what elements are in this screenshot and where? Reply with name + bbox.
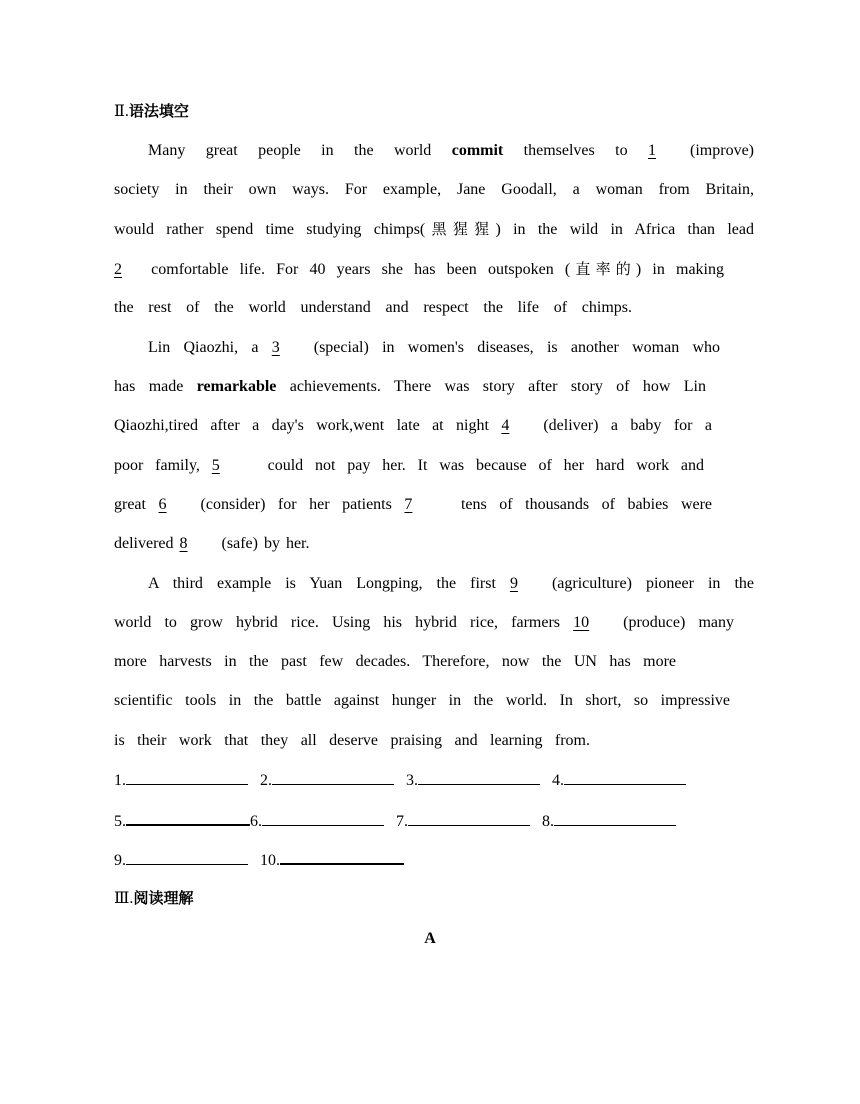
answer-row-2 (114, 810, 676, 832)
para3-line5: is their work that they all deserve praising and learning from. (114, 732, 590, 749)
para2-line5: great 6 (consider) for her patients 7 tens of thousands of babies were (114, 496, 713, 513)
answer-7[interactable]: 7. (396, 811, 530, 832)
para2-line1: Lin Qiaozhi, a 3 (special) in women's diseases, is another woman who (148, 339, 721, 356)
blank-8[interactable]: 8 (179, 535, 188, 552)
blank-9[interactable]: 9 (509, 575, 518, 592)
section-3-title: 阅读理解 (133, 889, 194, 907)
bold-commit: commit (451, 142, 504, 159)
para2-line6: delivered 8 (safe) by her. (114, 535, 310, 552)
blank-4[interactable]: 4 (501, 417, 510, 434)
section-3-numeral: Ⅲ. (114, 890, 134, 907)
answer-1[interactable]: 1. (114, 770, 248, 791)
para3-line3: more harvests in the past few decades. Therefore, now the UN has more (114, 653, 676, 670)
answer-row-3 (114, 849, 404, 871)
para1-line2: society in their own ways. For example, Jane Goodall, a woman from Britain, (114, 181, 754, 198)
para3-line2: world to grow hybrid rice. Using his hybrid rice, farmers 10 (produce) many (114, 614, 734, 631)
answer-4[interactable]: 4. (552, 770, 686, 791)
blank-10[interactable]: 10 (573, 614, 590, 631)
answer-2[interactable]: 2. (260, 770, 394, 791)
para1-line1: Many great people in the world commit themselves to 1 (improve) (148, 142, 754, 159)
section-3-heading (114, 888, 193, 909)
answer-6[interactable]: 6. (250, 811, 384, 832)
answer-10[interactable]: 10. (260, 849, 404, 871)
para2-line2: has made remarkable achievements. There was story after story of how Lin (114, 378, 706, 395)
para2-line3: Qiaozhi,tired after a day's work,went late at night 4 (deliver) a baby for a (114, 417, 712, 434)
para2-line4: poor family, 5 could not pay her. It was because of her hard work and (114, 457, 705, 474)
answer-3[interactable]: 3. (406, 770, 540, 791)
section-2-title: 语法填空 (128, 102, 189, 120)
bold-remarkable: remarkable (196, 378, 277, 395)
blank-5[interactable]: 5 (211, 457, 220, 474)
para1-line5: the rest of the world understand and respect the life of chimps. (114, 299, 632, 316)
para1-line4: 2 comfortable life. For 40 years she has been outspoken (直率的) in making (114, 260, 725, 278)
answer-9[interactable]: 9. (114, 850, 248, 871)
blank-2[interactable]: 2 (114, 261, 122, 278)
answer-8[interactable]: 8. (542, 811, 676, 832)
answer-row-1 (114, 770, 686, 791)
answer-5[interactable]: 5. (114, 810, 250, 832)
section-2-heading (114, 101, 189, 122)
blank-1[interactable]: 1 (648, 142, 657, 159)
blank-3[interactable]: 3 (271, 339, 280, 356)
para1-line3: would rather spend time studying chimps(黑猩猩) in the wild in Africa than lead (114, 220, 754, 238)
para3-line4: scientific tools in the battle against hunger in the world. In short, so impressive (114, 692, 730, 709)
section-2-numeral: Ⅱ. (114, 103, 129, 120)
blank-6[interactable]: 6 (158, 496, 167, 513)
blank-7[interactable]: 7 (404, 496, 413, 513)
passage-label: A (424, 930, 436, 947)
para3-line1: A third example is Yuan Longping, the first 9 (agriculture) pioneer in the (148, 575, 755, 592)
